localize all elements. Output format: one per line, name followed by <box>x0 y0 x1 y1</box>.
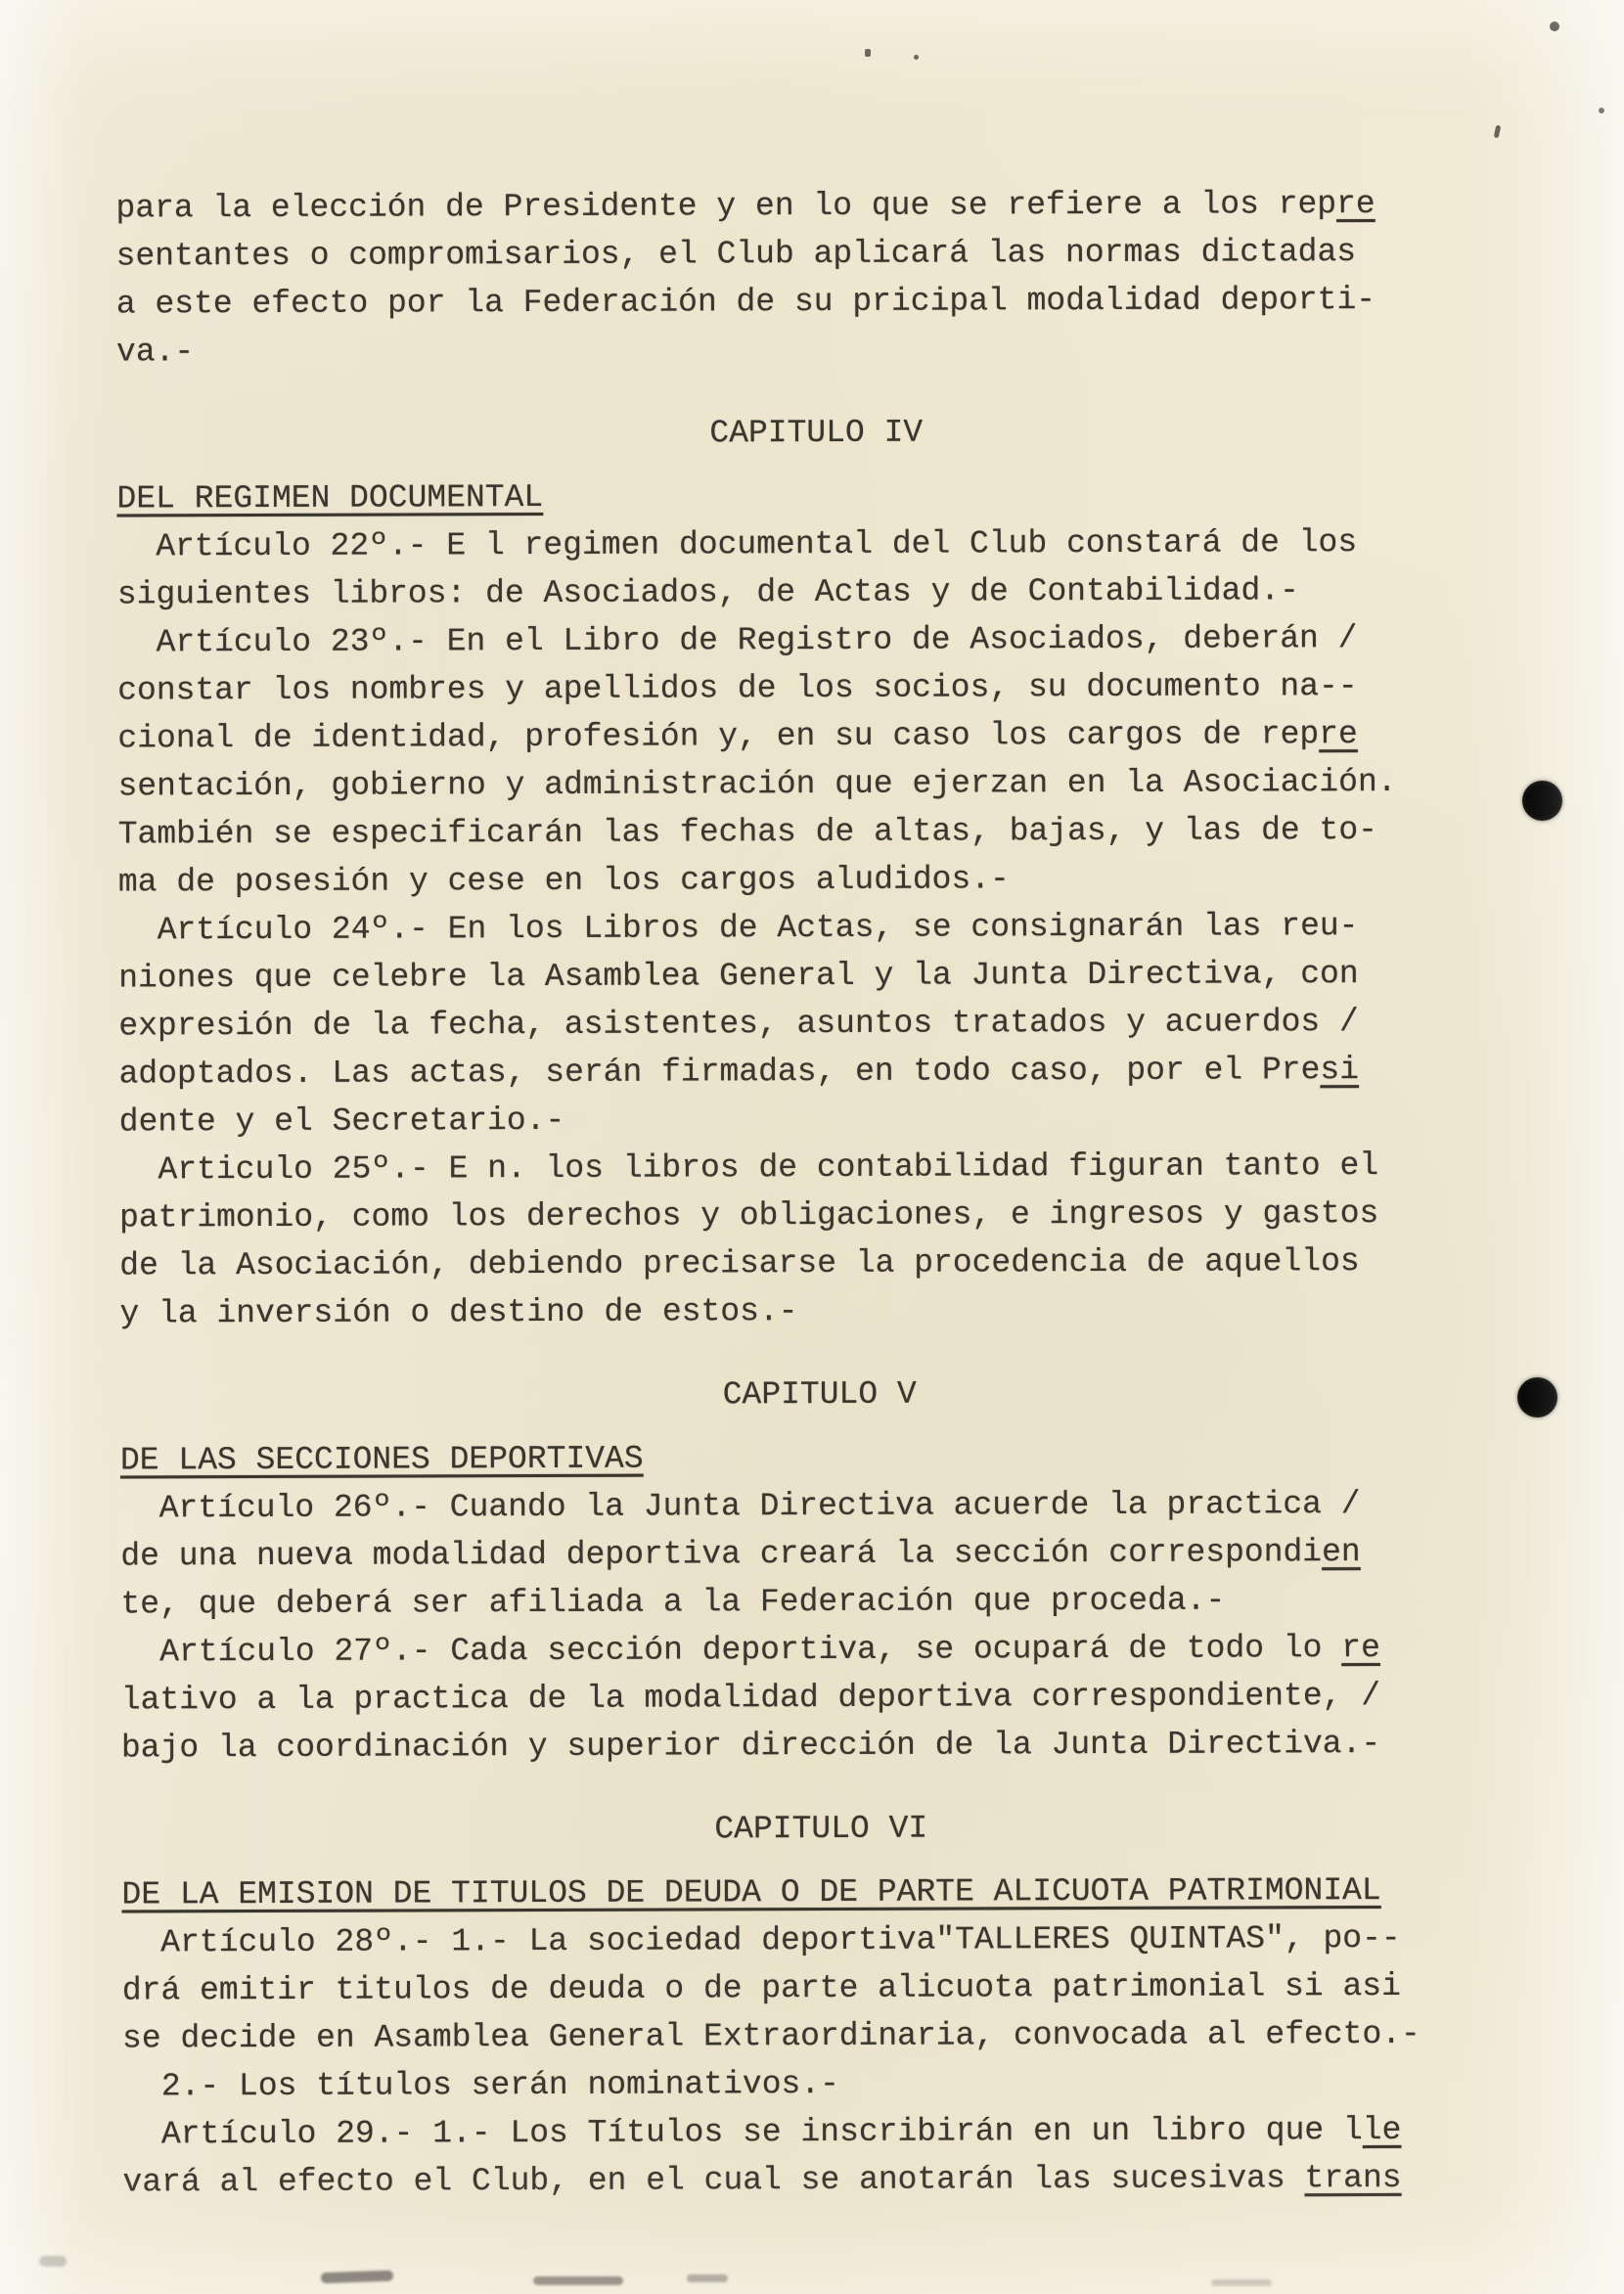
text-line: También se especificarán las fechas de altas, bajas, y las de to- <box>117 812 1377 853</box>
text-line: patrimonio, como los derechos y obligaciones, e ingresos y gastos <box>119 1195 1379 1237</box>
scan-smudge <box>533 2276 623 2285</box>
text-line: y la inversión o destino de estos.- <box>119 1293 798 1332</box>
scan-speck <box>1550 22 1559 31</box>
paragraph <box>118 902 1518 1147</box>
scan-speck <box>1599 108 1604 113</box>
scan-speck <box>914 55 919 60</box>
chapter-heading <box>120 1369 1519 1421</box>
text-line: Artículo 23º.- En el Libro de Registro de Asociados, deberán / <box>116 620 1358 661</box>
section-heading <box>120 1432 1519 1485</box>
scan-smudge <box>39 2256 67 2267</box>
text-line: cional de identidad, profesión y, en su caso los cargos de repre <box>117 716 1358 757</box>
text-line: va.- <box>115 334 195 371</box>
section-heading <box>121 1867 1520 1919</box>
scan-smudge <box>1211 2279 1272 2286</box>
paragraph <box>120 1480 1520 1629</box>
text-line: DE LA EMISION DE TITULOS DE DEUDA O DE PARTE ALICUOTA PATRIMONIAL <box>121 1871 1381 1913</box>
text-line: se decide en Asamblea General Extraordinaria, convocada al efecto.- <box>121 2015 1421 2057</box>
scan-smudge <box>687 2274 728 2282</box>
scan-speck <box>1494 125 1502 139</box>
paragraph <box>122 2057 1521 2110</box>
paragraph <box>115 180 1515 377</box>
text-line: de la Asociación, debiendo precisarse la procedencia de aquellos <box>119 1243 1360 1284</box>
text-line: Artículo 26º.- Cuando la Junta Directiva acuerde la practica / <box>120 1486 1361 1527</box>
text-line: expresión de la fecha, asistentes, asuntos tratados y acuerdos / <box>118 1004 1359 1045</box>
chapter-heading <box>116 407 1515 460</box>
text-line: para la elección de Presidente y en lo que se refiere a los repre <box>115 186 1376 227</box>
text-line: CAPITULO V <box>722 1375 917 1414</box>
text-line: niones que celebre la Asamblea General y la Junta Directiva, con <box>118 956 1359 997</box>
scan-speck <box>865 49 871 57</box>
paragraph <box>117 614 1517 907</box>
section-heading <box>116 471 1515 523</box>
text-line: constar los nombres y apellidos de los socios, su documento na-- <box>117 668 1358 709</box>
text-line: de una nueva modalidad deportiva creará la sección correspondien <box>120 1534 1361 1575</box>
text-line: lativo a la practica de la modalidad deportiva correspondiente, / <box>120 1677 1381 1719</box>
text-line: DEL REGIMEN DOCUMENTAL <box>116 478 544 517</box>
text-line: a este efecto por la Federación de su pricipal modalidad deporti- <box>115 282 1376 323</box>
text-line: DE LAS SECCIONES DEPORTIVAS <box>119 1440 644 1479</box>
document-text <box>115 180 1521 2207</box>
text-line: CAPITULO VI <box>714 1810 928 1848</box>
text-line: bajo la coordinación y superior dirección de la Junta Directiva.- <box>120 1725 1381 1767</box>
text-line: Artículo 28º.- 1.- La sociedad deportiva"TALLERES QUINTAS", po-- <box>121 1919 1401 1961</box>
text-line: sentación, gobierno y administración que ejerzan en la Asociación. <box>117 763 1397 805</box>
text-line: te, que deberá ser afiliada a la Federación que proceda.- <box>120 1582 1226 1623</box>
text-line: 2.- Los títulos serán nominativos.- <box>122 2065 839 2105</box>
text-line: dente y el Secretario.- <box>118 1102 565 1141</box>
paragraph <box>122 1913 1522 2062</box>
text-line: Artículo 22º.- E l regimen documental del Club constará de los <box>116 524 1358 565</box>
text-line: Artículo 29.- 1.- Los Títulos se inscribirán en un libro que lle <box>122 2111 1402 2153</box>
text-line: ma de posesión y cese en los cargos aludidos.- <box>117 861 1010 901</box>
paragraph <box>122 2105 1521 2206</box>
chapter-heading <box>121 1803 1520 1856</box>
text-line: CAPITULO IV <box>709 414 924 452</box>
text-line: vará al efecto el Club, en el cual se anotarán las sucesivas trans <box>122 2159 1402 2201</box>
scan-smudge <box>321 2271 393 2284</box>
text-line: sentantes o compromisarios, el Club aplicará las normas dictadas <box>115 234 1357 275</box>
text-line: siguientes libros: de Asociados, de Actas y de Contabilidad.- <box>116 572 1299 613</box>
text-line: Artículo 27º.- Cada sección deportiva, se ocupará de todo lo re <box>120 1629 1380 1671</box>
text-line: drá emitir titulos de deuda o de parte alicuota patrimonial si asi <box>121 1967 1401 2009</box>
paragraph <box>121 1624 1521 1773</box>
punch-hole-icon <box>1522 781 1562 821</box>
text-line: adoptados. Las actas, serán firmadas, en todo caso, por el Presi <box>118 1052 1360 1093</box>
paragraph <box>119 1142 1519 1338</box>
text-line: Artículo 24º.- En los Libros de Actas, se consignarán las reu- <box>117 908 1359 949</box>
punch-hole-icon <box>1517 1377 1557 1417</box>
paragraph <box>117 518 1516 619</box>
text-line: Articulo 25º.- E n. los libros de contabilidad figuran tanto el <box>118 1147 1379 1189</box>
